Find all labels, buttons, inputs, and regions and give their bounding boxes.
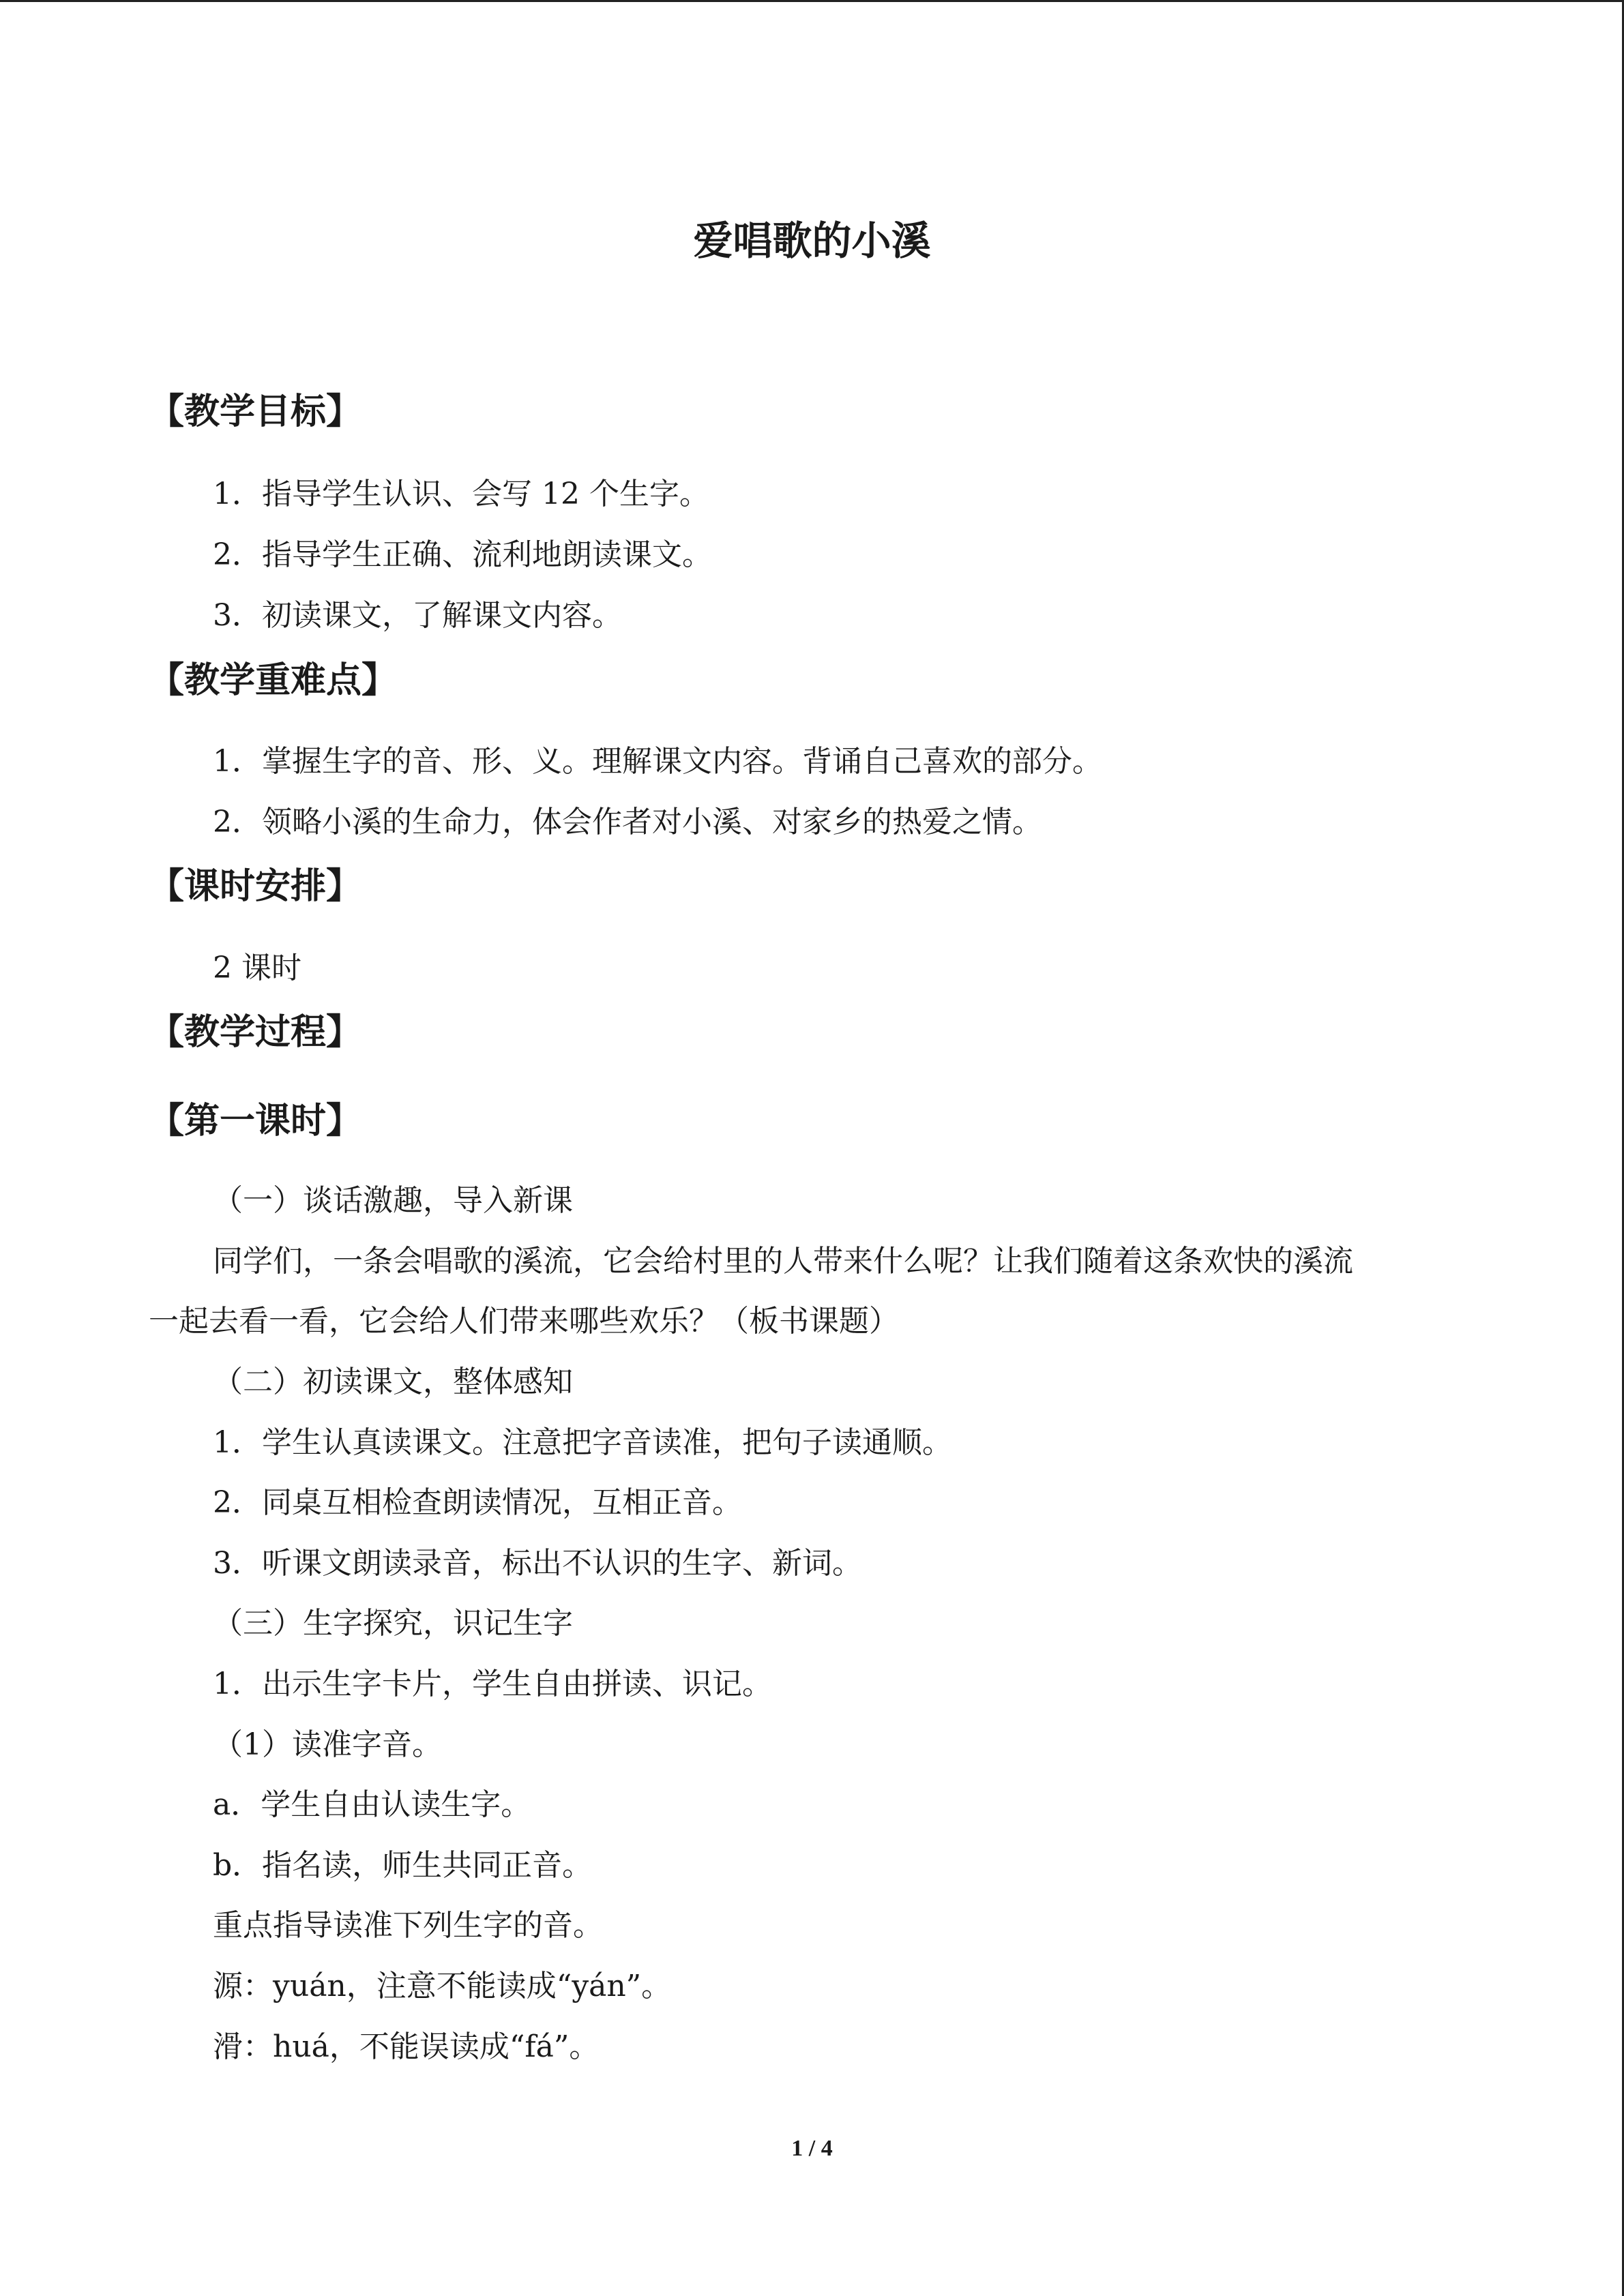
heading-schedule: 【课时安排】 — [149, 865, 362, 907]
lesson1-line-9: 1．出示生字卡片，学生自由拼读、识记。 — [213, 1667, 772, 1701]
lesson1-line-10: （1）读准字音。 — [213, 1727, 442, 1762]
lesson1-line-14: 源：yuán，注意不能读成“yán”。 — [213, 1969, 672, 2003]
goal-item-3: 3．初读课文，了解课文内容。 — [213, 598, 622, 633]
lesson1-line-2: 同学们，一条会唱歌的溪流，它会给村里的人带来什么呢？让我们随着这条欢快的溪流 — [213, 1244, 1353, 1279]
goal-item-2: 2．指导学生正确、流利地朗读课文。 — [213, 537, 712, 572]
lesson1-line-6: 2．同桌互相检查朗读情况，互相正音。 — [213, 1485, 742, 1520]
lesson1-line-11: a．学生自由认读生字。 — [213, 1787, 531, 1822]
heading-keypoints: 【教学重难点】 — [149, 659, 398, 701]
page-number: 1 / 4 — [791, 2136, 833, 2161]
lesson1-line-3: 一起去看一看，它会给人们带来哪些欢乐？（板书课题） — [149, 1304, 899, 1339]
heading-goals: 【教学目标】 — [149, 391, 362, 432]
keypoint-item-2: 2．领略小溪的生命力，体会作者对小溪、对家乡的热爱之情。 — [213, 805, 1042, 839]
goal-item-1: 1．指导学生认识、会写 12 个生字。 — [213, 477, 709, 511]
lesson1-line-13: 重点指导读准下列生字的音。 — [213, 1908, 603, 1943]
lesson1-line-8: （三）生字探究，识记生字 — [213, 1606, 573, 1641]
lesson1-line-1: （一）谈话激趣，导入新课 — [213, 1183, 573, 1218]
lesson1-line-7: 3．听课文朗读录音，标出不认识的生字、新词。 — [213, 1546, 862, 1581]
heading-process: 【教学过程】 — [149, 1011, 362, 1053]
keypoint-item-1: 1．掌握生字的音、形、义。理解课文内容。背诵自己喜欢的部分。 — [213, 744, 1102, 779]
lesson1-line-4: （二）初读课文，整体感知 — [213, 1365, 573, 1399]
heading-lesson1: 【第一课时】 — [149, 1100, 362, 1142]
lesson1-line-12: b．指名读，师生共同正音。 — [213, 1848, 593, 1883]
lesson1-line-5: 1．学生认真读课文。注意把字音读准，把句子读通顺。 — [213, 1425, 952, 1460]
schedule-text: 2 课时 — [213, 951, 301, 985]
lesson1-line-15: 滑：huá，不能误读成“fá”。 — [213, 2029, 600, 2064]
page-title: 爱唱歌的小溪 — [693, 218, 931, 264]
